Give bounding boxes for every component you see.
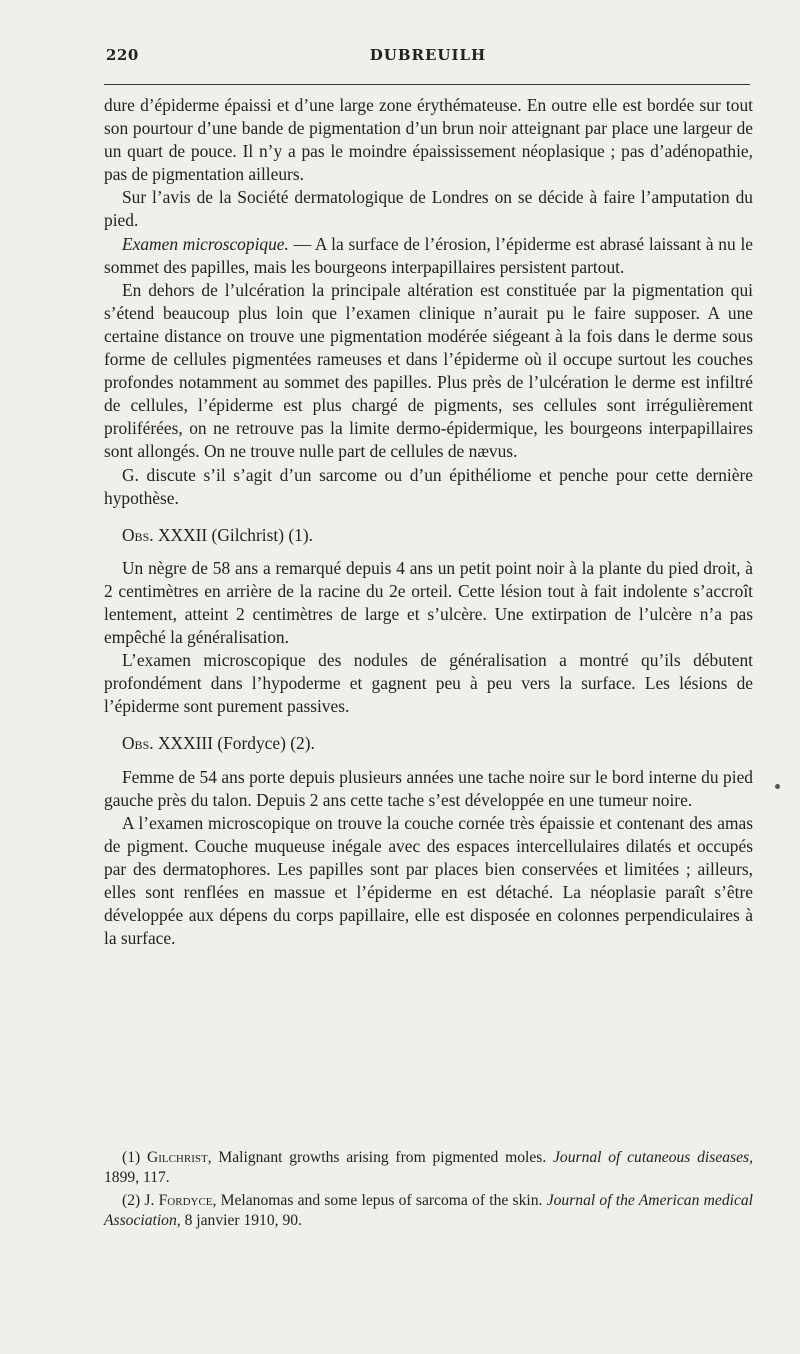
page-number: 220 [106,46,139,64]
observation-heading [104,524,753,547]
paragraph: Sur l’avis de la Société dermatologique de Londres on se décide à faire l’amputation du pied. [104,187,753,231]
paragraph: En dehors de l’ulcération la principale altération est constituée par la pigmentation qui s’étend beaucoup plus loin que l’examen clinique n’aurait pu le faire supposer. A une certaine distance on trouve une pigmentation modérée siégeant à la fois dans le derme sous forme de cellules pigmentées rameuses et dans l’épiderme où il occupe surtout les couches profondes notamment au sommet des papilles. Plus près de l’ulcération le derme est infiltré de cellules, l’épiderme est plus chargé de pigments, ses cellules sont irrégulièrement proliférées, on ne retrouve pas la limite dermo-épidermique, les bourgeons interpapillaires sont allongés. On ne trouve nulle part de cellules de nævus. [104,279,753,462]
paragraph: G. discute s’il s’agit d’un sarcome ou d’un épithéliome et penche pour cette dernière hypothèse. [104,464,753,508]
paragraph: L’examen microscopique des nodules de généralisation a montré qu’ils débutent profondément dans l’hypoderme et gagnent peu à peu vers la surface. Les lésions de l’épiderme sont purement passives. [104,650,753,717]
footnote-text: , Malignant growths arising from pigmented moles. [207,1149,553,1166]
obs-label: Obs. [122,733,154,754]
footnote-author: Gilchrist [146,1149,208,1166]
obs-title: XXXII (Gilchrist) (1). [153,524,313,545]
observation-heading [104,732,753,755]
footnote-marker: (2) J. [122,1192,159,1210]
footnote-journal: Journal of cutaneous diseases, [552,1149,753,1166]
obs-label: Obs. [122,524,154,545]
page-header [106,46,750,74]
header-rule [104,84,750,85]
footnote-1 [104,1148,753,1187]
paragraph: A l’examen microscopique on trouve la couche cornée très épaissie et contenant des amas de pigment. Couche muqueuse inégale avec des espaces intercellulaires dilatés et occupés par des dermatophores. Les papilles sont par places bien conservées et limitées ; ailleurs, elles sont renflées en massue et l’épiderme en est détaché. La néoplasie paraît s’être développée aux dépens du corps papillaire, elle est disposée en colonnes perpendiculaires à la surface. [104,812,753,949]
footnote-2 [104,1191,753,1230]
footnote-journal: Journal of the American medical Association, [104,1192,753,1229]
paragraph: Un nègre de 58 ans a remarqué depuis 4 ans un petit point noir à la plante du pied droit, à 2 centimètres en arrière de la racine du 2e orteil. Cette lésion tout à fait indolente s’accroît lentement, atteint 2 centimètres de large et s’ulcère. Une extirpation de l’ulcère n’a pas empêché la généralisation. [104,557,753,648]
footnote-author: Fordyce [158,1192,213,1210]
footnote-text: , Melanomas and some lepus of sarcoma of the skin. [212,1192,547,1210]
footnotes [104,1148,753,1234]
paragraph: dure d’épiderme épaissi et d’une large zone érythémateuse. En outre elle est bordée sur tout son pourtour d’une bande de pigmentation d’un brun noir atteignant par place une largeur de un quart de pouce. Il n’y a pas le moindre épaississement néoplasique ; pas d’adénopathie, pas de pigmentation ailleurs. [104,95,753,185]
paragraph [104,233,753,279]
main-text [104,94,753,950]
footnote-ref: 8 janvier 1910, 90. [180,1211,302,1229]
paragraph: Femme de 54 ans porte depuis plusieurs années une tache noire sur le bord interne du pied gauche près du talon. Depuis 2 ans cette tache s’est développée en une tumeur noire. [104,766,753,810]
footnote-marker: (1) [122,1149,147,1166]
margin-mark [775,784,780,789]
footnote-ref: 1899, 117. [104,1168,170,1186]
obs-title: XXXIII (Fordyce) (2). [153,733,315,754]
paragraph-text: — A la surface de l’érosion, l’épiderme est abrasé laissant à nu le sommet des papilles, mais les bourgeons interpapillaires persistent partout. [104,233,753,277]
section-label: Examen microscopique. [122,233,289,254]
running-title: DUBREUILH [369,46,487,64]
